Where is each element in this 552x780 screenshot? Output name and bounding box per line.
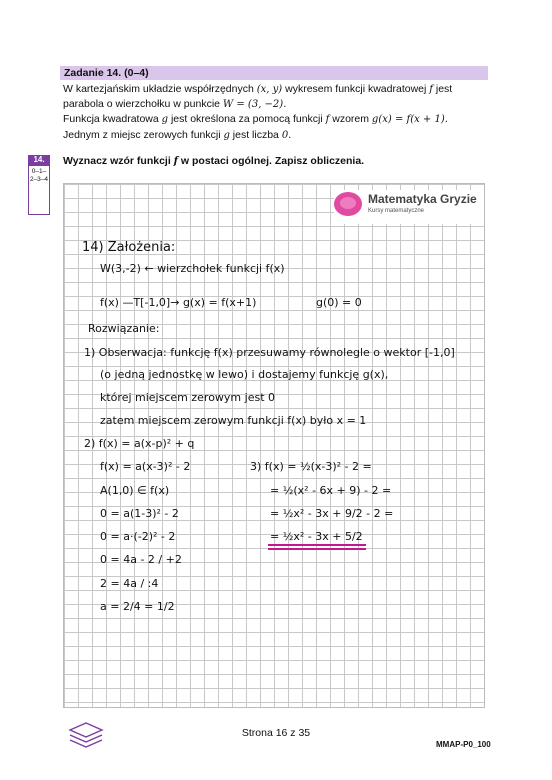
hw-line: 2 = 4a / :4	[100, 577, 159, 590]
hw-line: Rozwiązanie:	[88, 322, 160, 335]
task-line-4: Jednym z miejsc zerowych funkcji g jest liczba 0.	[63, 128, 292, 141]
task-line-2: parabola o wierzchołku w punkcie W = (3, −2).	[63, 98, 287, 111]
task-title-bar	[60, 66, 488, 80]
task-statement	[63, 82, 493, 143]
task-title: Zadanie 14. (0–4)	[64, 67, 149, 79]
hw-line: 0 = 4a - 2 / +2	[100, 553, 182, 566]
hw-line: (o jedną jednostkę w lewo) i dostajemy funkcję g(x),	[100, 368, 389, 381]
hw-line: 0 = a(1-3)² - 2	[100, 507, 179, 520]
task-line-1: W kartezjańskim układzie współrzędnych (x, y) wykresem funkcji kwadratowej f jest	[63, 83, 453, 95]
hw-line: a = 2/4 = 1/2	[100, 600, 175, 613]
logo-name: Matematyka Gryzie	[368, 192, 477, 206]
hw-line: = ½x² - 3x + 9/2 - 2 =	[270, 507, 394, 520]
hw-line: g(0) = 0	[316, 296, 362, 309]
hw-line: = ½x² - 3x + 5/2	[270, 530, 363, 543]
hw-line: 0 = a·(-2)² - 2	[100, 530, 176, 543]
hw-line: 14) Założenia:	[82, 240, 176, 255]
hw-line: 1) Obserwacja: funkcję f(x) przesuwamy równolegle o wektor [-1,0]	[84, 346, 455, 359]
brand-logo	[334, 190, 484, 224]
hw-line: = ½(x² - 6x + 9) - 2 =	[270, 484, 392, 497]
brain-icon	[334, 192, 362, 216]
hw-line: f(x) —T[-1,0]→ g(x) = f(x+1)	[100, 296, 257, 309]
answer-underline	[268, 548, 366, 550]
hw-line: A(1,0) ∈ f(x)	[100, 484, 170, 497]
exam-code: MMAP-P0_100	[436, 740, 491, 749]
hw-line: 3) f(x) = ½(x-3)² - 2 =	[250, 460, 372, 473]
instruction: Wyznacz wzór funkcji f w postaci ogólnej. Zapisz obliczenia.	[63, 155, 365, 167]
page-number: Strona 16 z 35	[241, 727, 311, 739]
answer-underline	[268, 544, 366, 546]
score-line-2: 2–3–4	[29, 176, 49, 183]
hw-line: W(3,-2) ← wierzchołek funkcji f(x)	[100, 262, 285, 275]
score-box	[28, 165, 50, 215]
score-line-1: 0–1–	[31, 168, 47, 175]
task-line-3: Funkcja kwadratowa g jest określona za pomocą funkcji f wzorem g(x) = f(x + 1).	[63, 113, 448, 126]
logo-subtitle: Kursy matematyczne	[368, 208, 425, 214]
hw-line: f(x) = a(x-3)² - 2	[100, 460, 191, 473]
hw-line: 2) f(x) = a(x-p)² + q	[84, 437, 195, 450]
hw-line: której miejscem zerowym jest 0	[100, 391, 276, 404]
hw-line: zatem miejscem zerowym funkcji f(x) było x = 1	[100, 414, 367, 427]
task-number-badge: 14.	[28, 155, 50, 165]
